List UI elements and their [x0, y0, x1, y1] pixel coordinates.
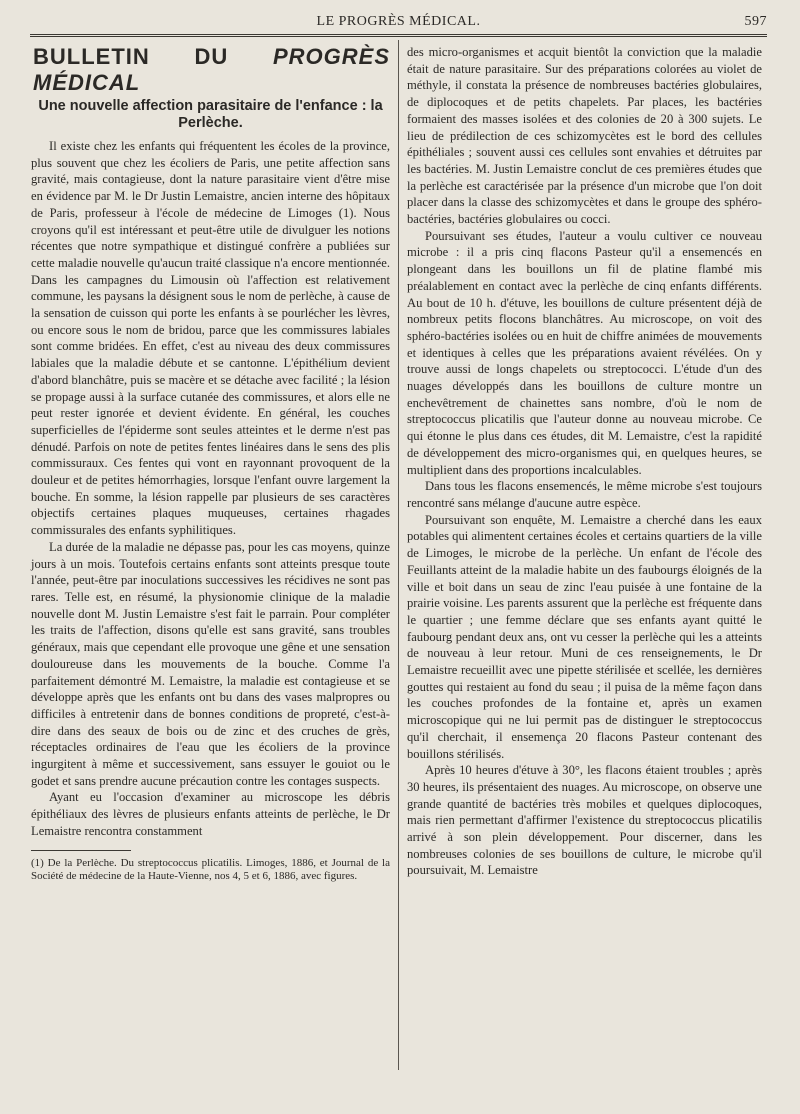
right-paragraph-2: Poursuivant ses études, l'auteur a voulu cultiver ce nouveau microbe : il a pris cinq flacons Pasteur qu'il a ensemencés en plongeant dans les bouillons un fil de platine flambé mis préalablement en contact avec la perlèche de cinq enfants différents. Au bout de 10 h. d'étuve, les bouillons de culture présentent déjà de nombreux petits flocons blanchâtres. Au microscope, on voit des sphéro-bactéries isolées ou en huit de chiffre animées de mouvements et identiques à celles que les préparations avaient révélées. On y trouve aussi de longs chapelets ou streptococci. L'étude d'un des nuages développés dans les bouillons de culture montre un enchevêtrement de chainettes sans nombre, d'où le nom de streptococcus plicatilis que l'auteur donne au nouveau microbe. Ce qui étonne le plus dans ces études, dit M. Lemaistre, c'est la rapidité de développement des micro-organismes qui, en quelques heures, se multiplient dans des proportions incalculables. [407, 228, 762, 477]
left-column [31, 44, 390, 883]
journal-title: LE PROGRÈS MÉDICAL. [316, 14, 481, 29]
left-paragraph-2: La durée de la maladie ne dépasse pas, pour les cas moyens, quinze jours à un mois. Toutefois certains enfants sont atteints presque toute l'année, peut-être par inoculations successives les récidives ne sont pas rares. Telle est, en résumé, la physionomie clinique de la maladie nouvelle dont M. Justin Lemaistre s'est fait le parrain. Pour compléter les traits de l'affection, disons qu'elle est sans gravité, sans troubles généraux, mais que cependant elle provoque une gêne et une sensation douloureuse dans les mouvements de la bouche. Comme l'a parfaitement démontré M. Lemaistre, la maladie est contagieuse et se développe après que les enfants ont bu dans des vases malpropres ou difficiles à entretenir dans de bonnes conditions de propreté, c'est-à-dire dans des seaux de bois ou de zinc et des cruches de grès, réceptacles ordinaires de l'eau que les écoliers de la province ingurgitent à même et successivement, sans essuyer le gouiot ou le godet et sans prendre aucune précaution contre les contages suspects. [31, 539, 390, 788]
footnote-rule [31, 850, 131, 851]
running-header [30, 14, 767, 34]
left-paragraph-3: Ayant eu l'occasion d'examiner au microscope les débris épithéliaux des lèvres de plusieurs enfants atteints de perlèche, le Dr Lemaistre rencontra constamment [31, 790, 390, 838]
left-paragraph-1: Il existe chez les enfants qui fréquentent les écoles de la province, plus souvent que chez les écoliers de Paris, une petite affection sans gravité, mais contagieuse, dont la nature parasitaire vient d'être mise en évidence par M. le Dr Justin Lemaistre, ancien interne des hôpitaux de Paris, professeur à l'école de médecine de Limoges (1). Nous croyons qu'il est intéressant et peut-être utile de divulguer les notions récentes que notre sympathique et distingué confrère a publiées sur cette maladie nouvelle qu'aucun traité classique n'a encore mentionnée. Dans les campagnes du Limousin où l'affection est relativement commune, les paysans la désignent sous le nom de perlèche, à cause de la sensation de cuisson qui porte les enfants à se pourlécher les lèvres, ou encore sous le nom de bridou, parce que les commissures labiales sont comme bridées. En effet, c'est au niveau des deux commissures labiales que la maladie débute et se cantonne. L'épithélium devient d'abord blanchâtre, puis se macère et se détache avec facilité ; la lésion se propage aussi à la surface cutanée des commissures, et alors elle ne peut rester ignorée et devient évidente. En général, les couches superficielles de l'épiderme sont seules atteintes et le derme n'est pas dénudé. Parfois on note de petites fentes linéaires dans le sens des plis commissuraux. Ces fentes qui vont en rayonnant provoquent de la douleur et de petites hémorrhagies, lorsque l'enfant ouvre largement la bouche. En somme, la lésion rappelle par plusieurs de ses caractères objectifs certaines plaques muqueuses, certaines rhagades commissurales des enfants syphilitiques. [31, 139, 390, 538]
header-rule [30, 34, 767, 37]
right-paragraph-1: des micro-organismes et acquit bientôt la conviction que la maladie était de nature parasitaire. Sur des préparations colorées au violet de méthyle, il constata la présence de nombreuses bactéries globulaires, de diplocoques et de petits chapelets. Par places, les bactéries formaient des masses isolées et des colonies de 20 à 300 sujets. Le lieu de prédilection de ces schizomycètes est le bord des cellules épithéliales ; souvent aussi ces cellules sont envahies et détruites par les bactéries. M. Justin Lemaistre conclut de ces premières études que la perlèche est caractérisée par la présence d'un microbe que l'on doit placer dans la classe des schizomycètes et dans le groupe des sphéro-bactéries, bactéries globulaires ou cocci. [407, 45, 762, 227]
page-number: 597 [744, 14, 767, 29]
section-title-part2: PROGRÈS MÉDICAL [33, 44, 390, 95]
section-title [33, 44, 390, 96]
column-divider [398, 40, 399, 1070]
right-column [407, 44, 762, 879]
section-title-part1: BULLETIN DU [33, 44, 229, 69]
article-subtitle: Une nouvelle affection parasitaire de l'enfance : la Perlèche. [38, 98, 383, 131]
right-paragraph-3: Dans tous les flacons ensemencés, le même microbe s'est toujours rencontré sans mélange d'aucune autre espèce. [407, 479, 762, 510]
right-paragraph-4: Poursuivant son enquête, M. Lemaistre a cherché dans les eaux potables qui alimentent certaines écoles et certains quartiers de la ville de Limoges, le microbe de la perlèche. Un enfant de l'école des Feuillants atteint de la maladie habite un des faubourgs éloignés de la ville et boit dans un seau de zinc l'eau puisée à une fontaine de la prairie voisine. Les parents assurent que la perlèche est fréquente dans le quartier ; une femme déclare que ses enfants ayant quitté le faubourg pendant deux ans, ont vu cesser la perlèche qui les a atteints de nouveau à leur retour. Muni de ces renseignements, le Dr Lemaistre recueillit avec une pipette stérilisée et scellée, les dernières gouttes qui restaient au fond du seau ; il puisa de la même façon dans les couches profondes de la fontaine et, après un examen microscopique qui ne lui permit pas de distinguer le streptococcus qu'il cherchait, il ensemença 20 flacons Pasteur contenant des bouillons stérilisés. [407, 512, 762, 761]
footnote: (1) De la Perlèche. Du streptococcus plicatilis. Limoges, 1886, et Journal de la Société de médecine de la Haute-Vienne, nos 4, 5 et 6, 1886, avec figures. [31, 856, 390, 882]
right-paragraph-5: Après 10 heures d'étuve à 30°, les flacons étaient troubles ; après 30 heures, ils présentaient des nuages. Au microscope, on observe une grande quantité de bactéries très mobiles et quelques diplocoques, mais rien permettant d'affirmer l'existence du streptococcus plicatilis arrivé à son plein développement. Pour discerner, dans les nombreuses colonies de ses bouillons de culture, le microbe qu'il poursuivait, M. Lemaistre [407, 763, 762, 878]
